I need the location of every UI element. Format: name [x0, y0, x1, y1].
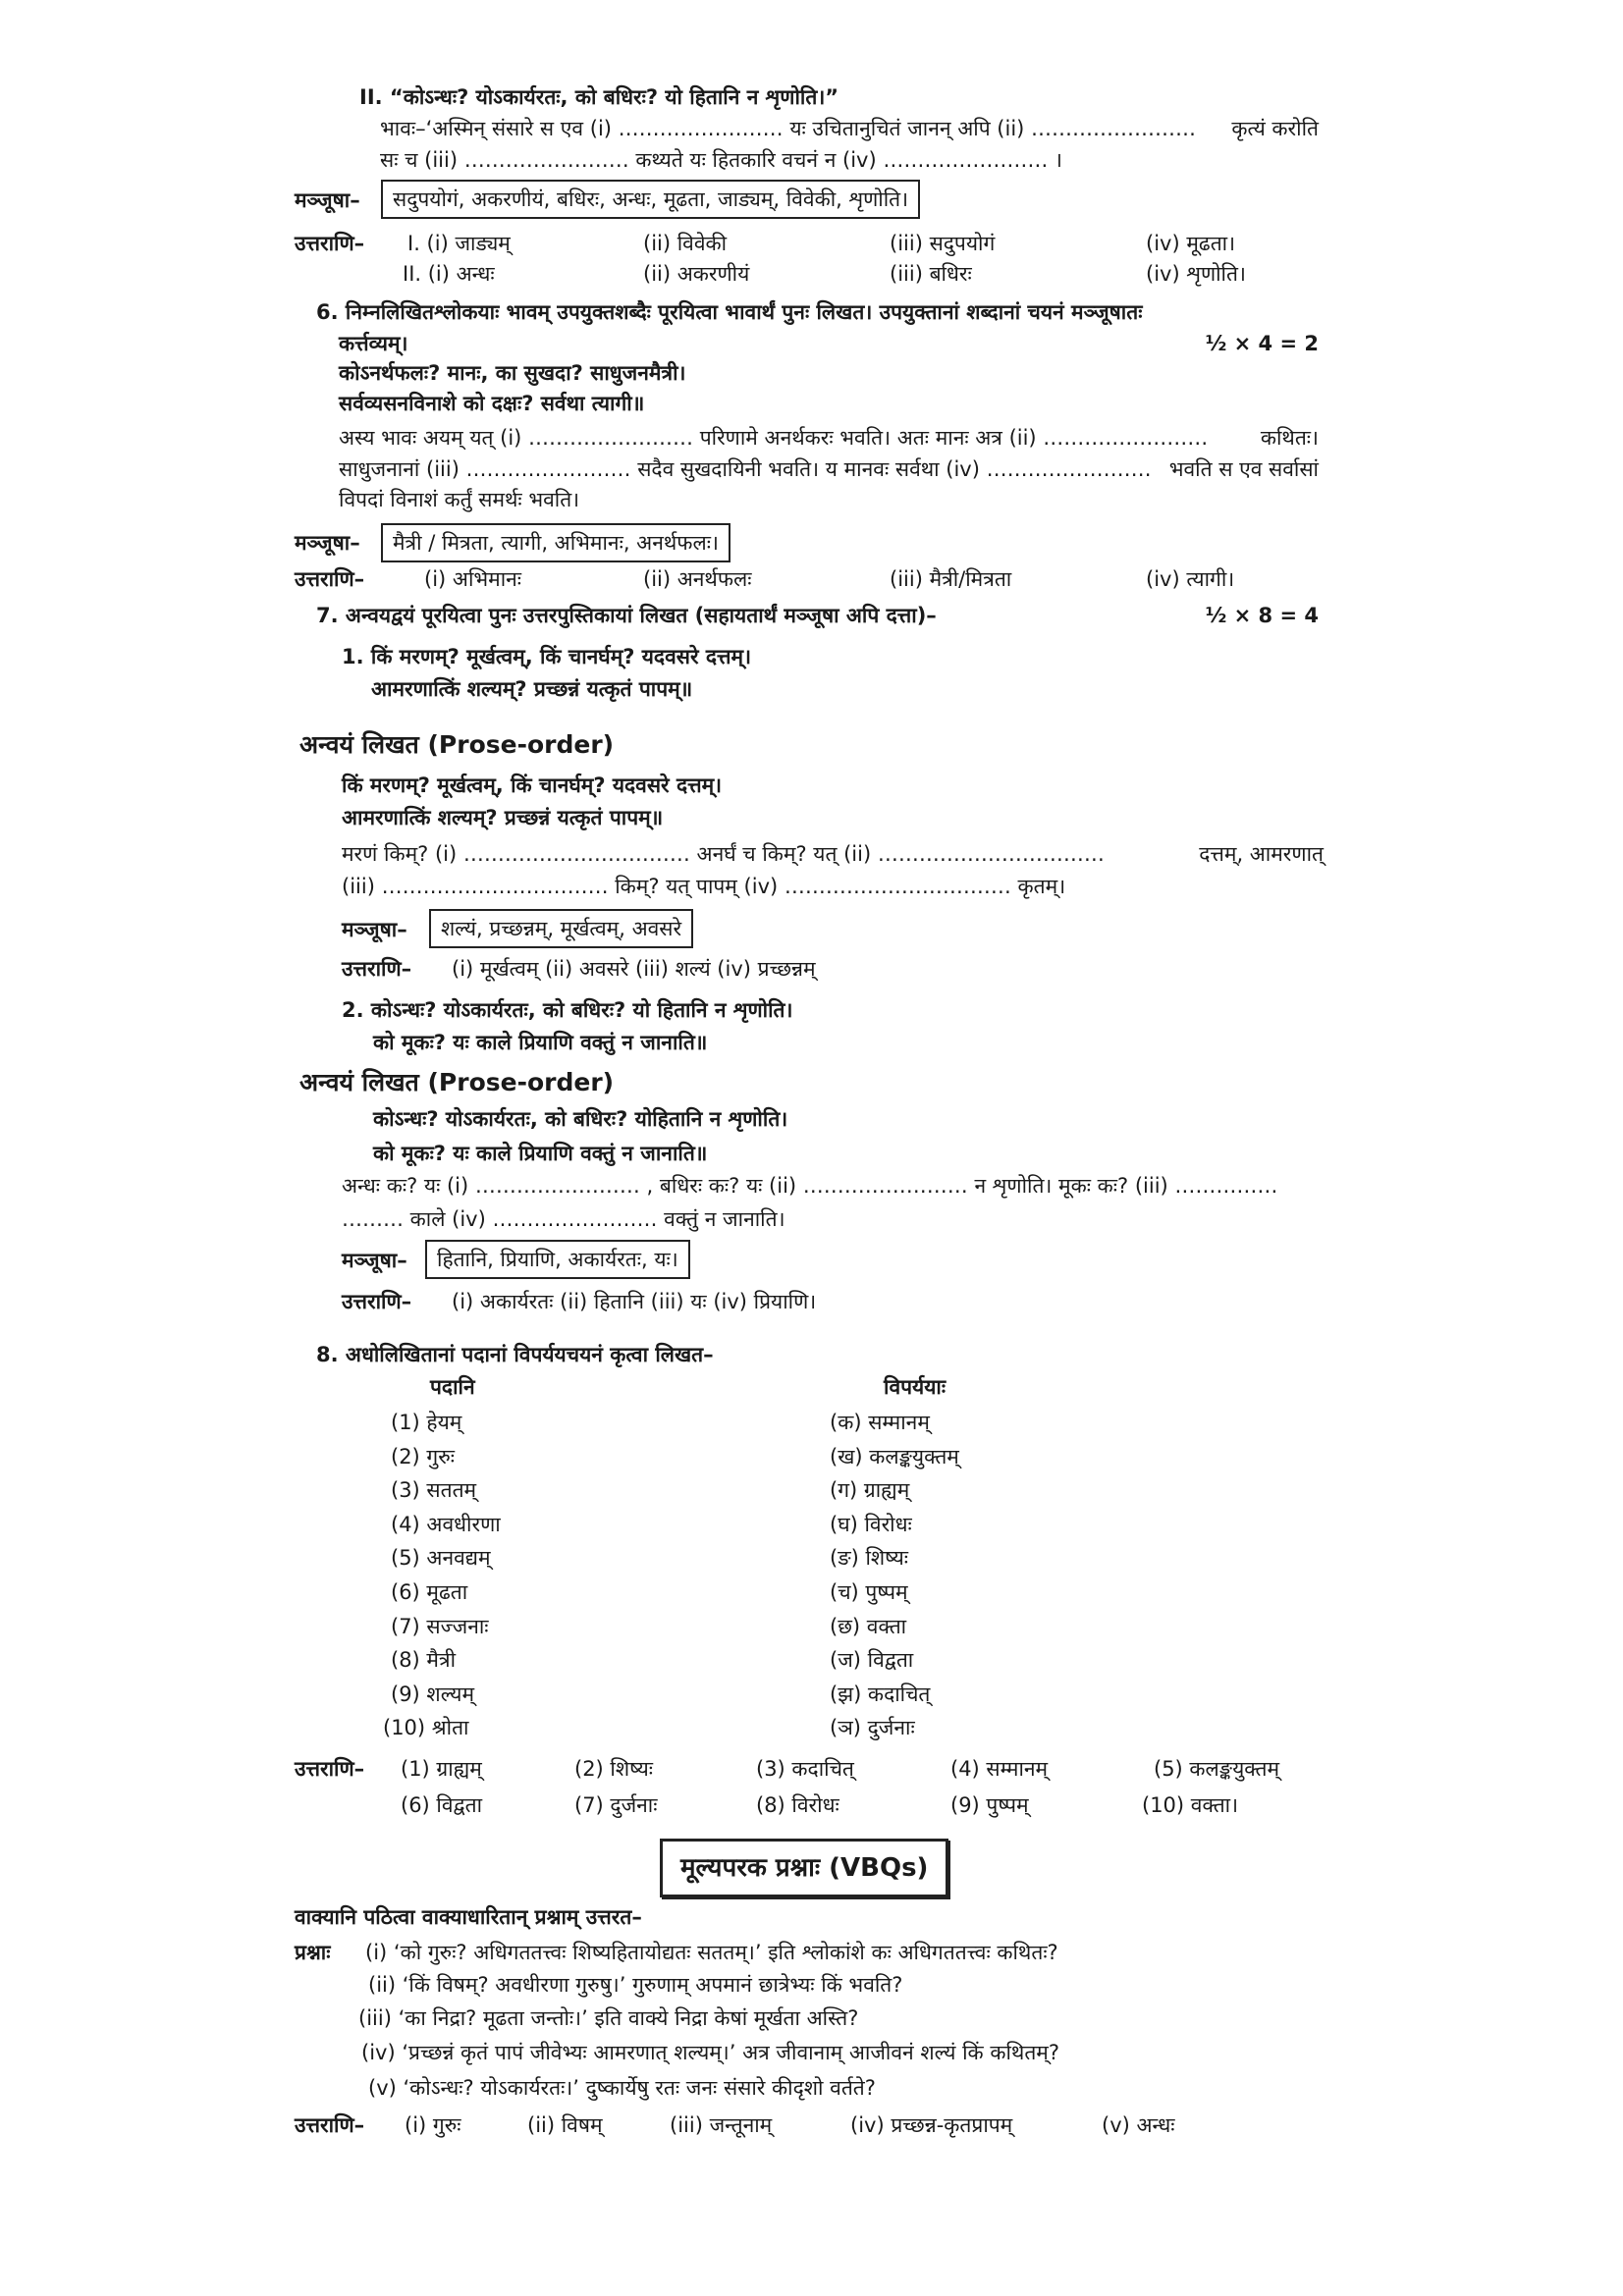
opposite-item: (ख) कलङ्कयुक्तम् — [830, 1444, 959, 1468]
answers-label: उत्तराणि– — [342, 957, 412, 981]
manjusha-label: मञ्जूषा– — [342, 918, 407, 941]
q7-p1-anvaya-1: किं मरणम्? मूर्खत्वम्, किं चानर्घम्? यदवसरे दत्तम्। — [342, 774, 723, 797]
answer: (5) कलङ्कयुक्तम् — [1154, 1757, 1280, 1781]
q8-heading: 8. अधोलिखितानां पदानां विपर्ययचयनं कृत्वा लिखत– — [316, 1343, 714, 1366]
q6-verse-1: कोऽनर्थफलः? मानः, का सुखदा? साधुजनमैत्री। — [339, 361, 686, 385]
q6-bhav-1-end: कथितः। — [1260, 426, 1319, 450]
answer: (3) कदाचित् — [756, 1757, 854, 1781]
answer: (10) वक्ता। — [1142, 1793, 1239, 1817]
q6-verse-2: सर्वव्यसनविनाशे को दक्षः? सर्वथा त्यागी॥ — [339, 392, 645, 415]
answer: (ii) विवेकी — [643, 232, 728, 255]
answers-label: उत्तराणि– — [295, 567, 365, 591]
q7-p1-fill-1-end: दत्तम्, आमरणात् — [1199, 842, 1324, 866]
answers-label: उत्तराणि– — [342, 1290, 412, 1313]
manjusha-label: मञ्जूषा– — [342, 1249, 407, 1272]
questions-label: प्रश्नाः — [295, 1941, 331, 1964]
opposite-item: (च) पुष्पम् — [830, 1580, 908, 1604]
q6-marks: ½ × 4 = 2 — [1205, 332, 1319, 355]
answer: (ii) अनर्थफलः — [643, 567, 752, 591]
part-number: II. — [359, 85, 383, 109]
answers-label: उत्तराणि– — [295, 1757, 365, 1781]
answers-label: उत्तराणि– — [295, 2113, 365, 2137]
q7-marks: ½ × 8 = 4 — [1205, 604, 1319, 627]
q7-p2-anvaya-1: कोऽन्धः? योऽकार्यरतः, को बधिरः? योहितानि न शृणोति। — [373, 1107, 788, 1131]
word-item: (6) मूढता — [391, 1580, 468, 1604]
q7-p1-answers: (i) मूर्खत्वम् (ii) अवसरे (iii) शल्यं (iv) प्रच्छन्नम् — [452, 957, 816, 981]
word-item: (7) सज्जनाः — [391, 1614, 489, 1638]
manjusha-box: मैत्री / मित्रता, त्यागी, अभिमानः, अनर्थफलः। — [381, 523, 730, 562]
opposite-item: (क) सम्मानम् — [830, 1411, 930, 1434]
q6-bhav-1: अस्य भावः अयम् यत् (i) …………………… परिणामे अनर्थकरः भवति। अतः मानः अत्र (ii) …………………… — [339, 426, 1209, 450]
answer: (7) दुर्जनाः — [574, 1793, 658, 1817]
word-item: (5) अनवद्यम् — [391, 1546, 491, 1571]
verse-text: “कोऽन्धः? योऽकार्यरतः, को बधिरः? यो हितानि न शृणोति।” — [389, 85, 839, 109]
q6-bhav-3: विपदां विनाशं कर्तुं समर्थः भवति। — [339, 488, 580, 511]
answer: (iii) बधिरः — [890, 262, 972, 286]
answer: (i) अभिमानः — [424, 567, 522, 591]
q6-bhav-2: साधुजनानां (iii) …………………… सदैव सुखदायिनी भवति। य मानवः सर्वथा (iv) …………………… — [339, 457, 1152, 481]
q7-p1-fill-1: मरणं किम्? (i) …………………………… अनर्घं च किम्? यत् (ii) …………………………… — [342, 842, 1105, 866]
answer: (8) विरोधः — [756, 1793, 839, 1817]
manjusha-label: मञ्जूषा– — [295, 531, 360, 555]
answer: (v) अन्धः — [1102, 2113, 1175, 2137]
q7-p2-answers: (i) अकार्यरतः (ii) हितानि (iii) यः (iv) प्रियाणि। — [452, 1290, 817, 1313]
answer: (ii) अकरणीयं — [643, 262, 750, 286]
q7-p1-verse-1: 1. किं मरणम्? मूर्खत्वम्, किं चानर्घम्? यदवसरे दत्तम्। — [342, 645, 752, 668]
q7-p2-verse-2: को मूकः? यः काले प्रियाणि वक्तुं न जानाति॥ — [373, 1031, 708, 1054]
q5-bhav-line-1-end: कृत्यं करोति — [1231, 117, 1319, 140]
word-item: (4) अवधीरणा — [391, 1512, 501, 1536]
answer: (4) सम्मानम् — [950, 1757, 1049, 1781]
col-header-opposites: विपर्ययाः — [884, 1375, 947, 1399]
answer: (6) विद्वता — [401, 1793, 483, 1817]
opposite-item: (ज) विद्वता — [830, 1648, 914, 1673]
q7-p1-anvaya-2: आमरणात्किं शल्यम्? प्रच्छन्नं यत्कृतं पापम्॥ — [342, 806, 664, 829]
vbq-question: (iii) ‘का निद्रा? मूढता जन्तोः।’ इति वाक्ये निद्रा केषां मूर्खता अस्ति? — [358, 2006, 859, 2030]
opposite-item: (घ) विरोधः — [830, 1512, 912, 1536]
word-item: (8) मैत्री — [391, 1648, 457, 1673]
answer: I. (i) जाड्यम् — [407, 232, 511, 255]
vbq-instruction: वाक्यानि पठित्वा वाक्याधारितान् प्रश्नाम् उत्तरत– — [295, 1905, 642, 1929]
word-item: (10) श्रोता — [383, 1716, 469, 1740]
answer: (2) शिष्यः — [574, 1757, 654, 1781]
answer: (iv) मूढता। — [1146, 232, 1236, 255]
word-item: (2) गुरुः — [391, 1444, 456, 1468]
answer: (iii) जन्तूनाम् — [670, 2113, 773, 2137]
opposite-item: (ञ) दुर्जनाः — [830, 1716, 915, 1740]
answer: (i) गुरुः — [405, 2113, 461, 2137]
anvaya-heading: अन्वयं लिखत (Prose-order) — [299, 1068, 615, 1096]
word-item: (3) सततम् — [391, 1478, 477, 1503]
answer: (9) पुष्पम् — [950, 1793, 1029, 1817]
q6-bhav-2-end: भवति स एव सर्वासां — [1168, 457, 1319, 481]
q7-p1-verse-2: आमरणात्किं शल्यम्? प्रच्छन्नं यत्कृतं पापम्॥ — [371, 677, 693, 701]
vbq-title: मूल्यपरक प्रश्नाः (VBQs) — [660, 1839, 948, 1897]
col-header-words: पदानि — [430, 1375, 475, 1399]
anvaya-heading: अन्वयं लिखत (Prose-order) — [299, 730, 615, 759]
q7-p2-fill-2: ……… काले (iv) …………………… वक्तुं न जानाति। — [342, 1207, 785, 1231]
opposite-item: (छ) वक्ता — [830, 1614, 907, 1638]
answer: (iv) शृणोति। — [1146, 262, 1246, 286]
answers-label: उत्तराणि– — [295, 232, 365, 255]
word-item: (1) हेयम् — [391, 1411, 462, 1434]
opposite-item: (झ) कदाचित् — [830, 1682, 931, 1706]
manjusha-label: मञ्जूषा– — [295, 188, 360, 212]
q5-bhav-line-2: सः च (iii) …………………… कथ्यते यः हितकारि वचनं न (iv) …………………… । — [380, 148, 1062, 172]
answer: (iii) सदुपयोगं — [890, 232, 996, 255]
vbq-question: (ii) ‘किं विषम्? अवधीरणा गुरुषु।’ गुरुणाम् अपमानं छात्रेभ्यः किं भवति? — [368, 1973, 903, 1997]
q7-p1-fill-2: (iii) …………………………… किम्? यत् पापम् (iv) …………………………… कृतम्। — [342, 875, 1066, 898]
q5-part2-verse — [359, 82, 839, 112]
vbq-question: (i) ‘को गुरुः? अधिगततत्त्वः शिष्यहितायोद्यतः सततम्।’ इति श्लोकांशे कः अधिगततत्त्वः कथितः? — [365, 1941, 1058, 1964]
answer: (iii) मैत्री/मित्रता — [890, 567, 1012, 591]
manjusha-box: शल्यं, प्रच्छन्नम्, मूर्खत्वम्, अवसरे — [429, 909, 693, 948]
answer: (iv) प्रच्छन्न-कृतप्रापम् — [850, 2113, 1013, 2137]
manjusha-box: हितानि, प्रियाणि, अकार्यरतः, यः। — [425, 1240, 690, 1279]
q7-p2-verse-1: 2. कोऽन्धः? योऽकार्यरतः, को बधिरः? यो हितानि न शृणोति। — [342, 998, 793, 1022]
q6-heading: 6. निम्नलिखितश्लोकयाः भावम् उपयुक्तशब्दैः पूरयित्वा भावार्थं पुनः लिखत। उपयुक्तानां शब्दानां चयनं मञ्जूषातः — [316, 300, 1143, 324]
q6-heading-cont: कर्त्तव्यम्। — [339, 332, 408, 355]
answer: II. (i) अन्धः — [403, 262, 495, 286]
q7-p2-anvaya-2: को मूकः? यः काले प्रियाणि वक्तुं न जानाति॥ — [373, 1142, 708, 1165]
answer: (ii) विषम् — [527, 2113, 603, 2137]
opposite-item: (ङ) शिष्यः — [830, 1546, 909, 1571]
q7-p2-fill-1: अन्धः कः? यः (i) …………………… , बधिरः कः? यः (ii) …………………… न शृणोति। मूकः कः? (iii) …………… — [342, 1174, 1278, 1198]
vbq-question: (iv) ‘प्रच्छन्नं कृतं पापं जीवेभ्यः आमरणात् शल्यम्।’ अत्र जीवानाम् आजीवनं शल्यं किं कथितम्? — [361, 2041, 1060, 2064]
word-item: (9) शल्यम् — [391, 1682, 475, 1706]
q5-bhav-line-1: भावः–‘अस्मिन् संसारे स एव (i) …………………… यः उचितानुचितं जानन् अपि (ii) …………………… — [380, 117, 1197, 140]
answer: (1) ग्राह्यम् — [401, 1757, 482, 1781]
q7-heading: 7. अन्वयद्वयं पूरयित्वा पुनः उत्तरपुस्तिकायां लिखत (सहायतार्थं मञ्जूषा अपि दत्ता)– — [316, 604, 937, 627]
opposite-item: (ग) ग्राह्यम् — [830, 1478, 910, 1503]
answer: (iv) त्यागी। — [1146, 567, 1235, 591]
manjusha-box: सदुपयोगं, अकरणीयं, बधिरः, अन्धः, मूढता, जाड्यम्, विवेकी, शृणोति। — [381, 180, 920, 219]
vbq-question: (v) ‘कोऽन्धः? योऽकार्यरतः।’ दुष्कार्येषु रतः जनः संसारे कीदृशो वर्तते? — [368, 2076, 876, 2100]
